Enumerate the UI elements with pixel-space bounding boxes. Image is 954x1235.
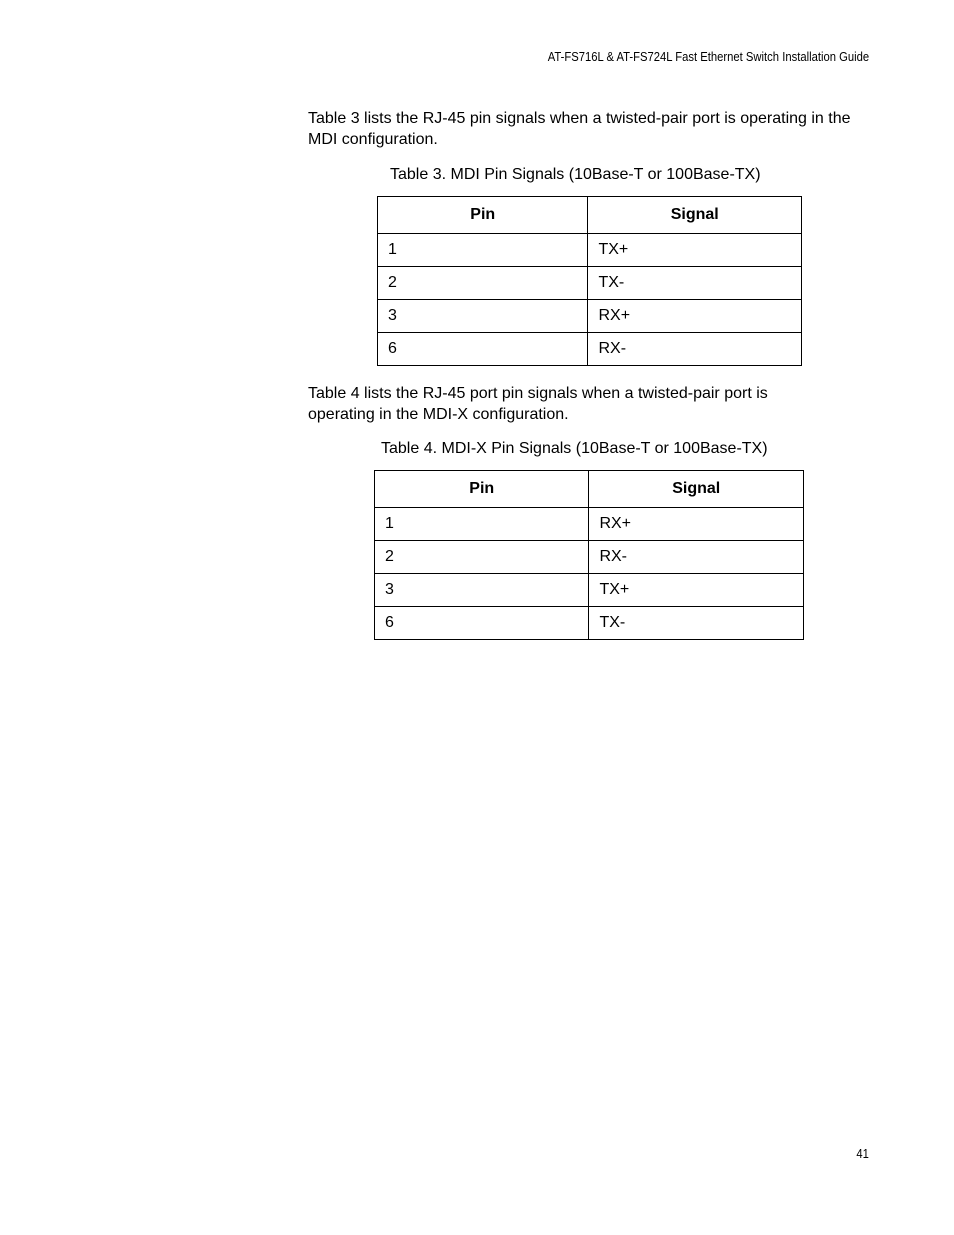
pin-cell: 6: [375, 607, 589, 640]
column-header-signal: Signal: [589, 471, 804, 508]
signal-cell: TX+: [588, 234, 802, 267]
column-header-signal: Signal: [588, 197, 802, 234]
running-header: AT-FS716L & AT-FS724L Fast Ethernet Switch Installation Guide: [547, 50, 869, 64]
column-header-pin: Pin: [375, 471, 589, 508]
table-row: [375, 508, 804, 541]
table-row: [378, 333, 802, 366]
table3-caption: Table 3. MDI Pin Signals (10Base-T or 100Base-TX): [390, 166, 761, 183]
table-row: [375, 607, 804, 640]
mdi-pin-signals-table: [377, 196, 802, 366]
pin-cell: 1: [378, 234, 588, 267]
signal-cell: RX-: [589, 541, 804, 574]
signal-cell: RX+: [588, 300, 802, 333]
signal-cell: TX-: [588, 267, 802, 300]
signal-cell: RX-: [588, 333, 802, 366]
table-row: [378, 234, 802, 267]
column-header-pin: Pin: [378, 197, 588, 234]
table-row: [375, 541, 804, 574]
table-header-row: [378, 197, 802, 234]
pin-cell: 3: [375, 574, 589, 607]
page-number: 41: [856, 1147, 869, 1161]
signal-cell: RX+: [589, 508, 804, 541]
intro-paragraph-table4: Table 4 lists the RJ-45 port pin signals when a twisted-pair port is operating in the MDI-X configuration.: [308, 385, 768, 423]
signal-cell: TX-: [589, 607, 804, 640]
pin-cell: 1: [375, 508, 589, 541]
mdi-x-pin-signals-table: [374, 470, 804, 640]
table-header-row: [375, 471, 804, 508]
table4-caption: Table 4. MDI-X Pin Signals (10Base-T or 100Base-TX): [381, 440, 768, 457]
pin-cell: 2: [378, 267, 588, 300]
signal-cell: TX+: [589, 574, 804, 607]
table-row: [378, 300, 802, 333]
table-row: [375, 574, 804, 607]
pin-cell: 6: [378, 333, 588, 366]
table-row: [378, 267, 802, 300]
pin-cell: 2: [375, 541, 589, 574]
intro-paragraph-table3: Table 3 lists the RJ-45 pin signals when a twisted-pair port is operating in the MDI configuration.: [308, 110, 851, 148]
pin-cell: 3: [378, 300, 588, 333]
